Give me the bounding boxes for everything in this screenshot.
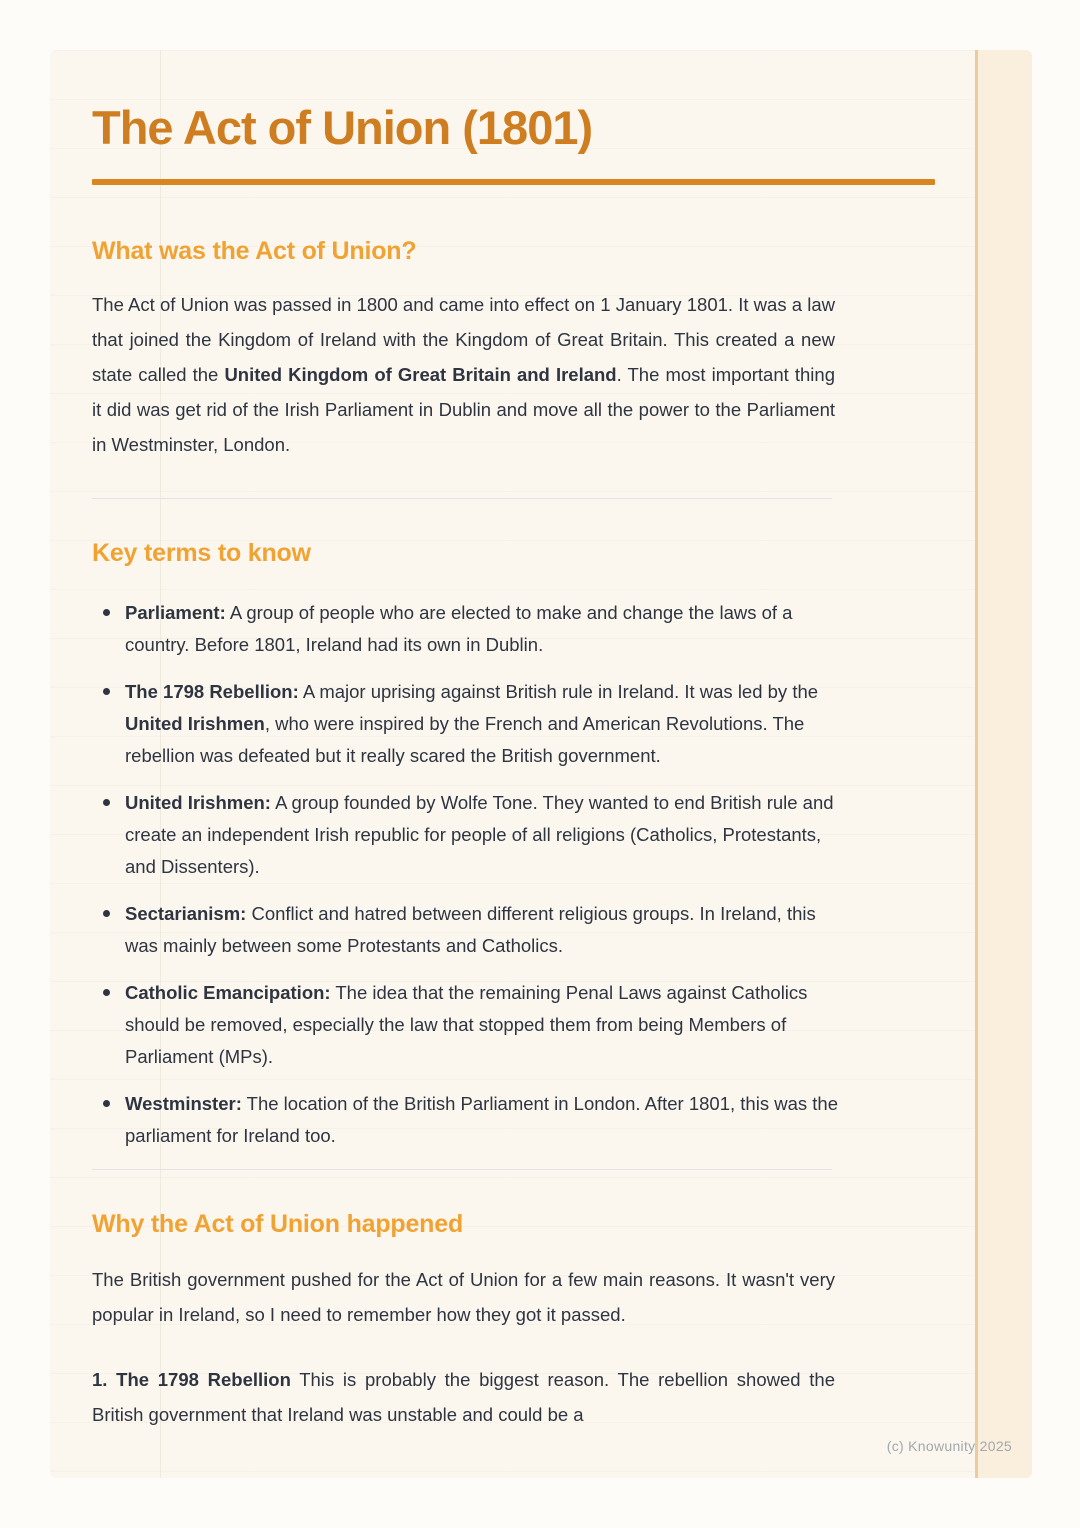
section-divider (92, 498, 832, 499)
key-term-item-catholic-emancipation: Catholic Emancipation: The idea that the remaining Penal Laws against Catholics should be removed, especially the law that stopped them from being Members of Parliament (MPs). (92, 977, 847, 1073)
section-divider (92, 1169, 832, 1170)
key-term-item-westminster: Westminster: The location of the British Parliament in London. After 1801, this was the parliament for Ireland too. (92, 1088, 847, 1152)
paper-margin-strip (975, 50, 1032, 1478)
title-underline (92, 179, 935, 185)
watermark: (c) Knowunity 2025 (886, 1438, 1012, 1454)
section-heading-what: What was the Act of Union? (92, 237, 417, 265)
key-term-item-parliament: Parliament: A group of people who are elected to make and change the laws of a country. Before 1801, Ireland had its own in Dublin. (92, 597, 847, 661)
key-terms-list (92, 597, 847, 1152)
intro-paragraph: The Act of Union was passed in 1800 and came into effect on 1 January 1801. It was a law that joined the Kingdom of Ireland with the Kingdom of Great Britain. This created a new state called the United Kingdom of Great Britain and Ireland. The most important thing it did was get rid of the Irish Parliament in Dublin and move all the power to the Parliament in Westminster, London. (92, 294, 835, 455)
key-term-item-1798-rebellion: The 1798 Rebellion: A major uprising against British rule in Ireland. It was led by the United Irishmen, who were inspired by the French and American Revolutions. The rebellion was defeated but it really scared the British government. (92, 676, 847, 772)
page-title: The Act of Union (1801) (92, 101, 593, 154)
section-heading-key-terms: Key terms to know (92, 539, 311, 567)
section-heading-why: Why the Act of Union happened (92, 1210, 464, 1238)
key-term-item-united-irishmen: United Irishmen: A group founded by Wolfe Tone. They wanted to end British rule and create an independent Irish republic for people of all religions (Catholics, Protestants, and Dissenters). (92, 787, 847, 883)
document-content (92, 103, 972, 1432)
why-paragraph: The British government pushed for the Act of Union for a few main reasons. It wasn't very popular in Ireland, so I need to remember how they got it passed. (92, 1269, 835, 1325)
key-term-item-sectarianism: Sectarianism: Conflict and hatred between different religious groups. In Ireland, this was mainly between some Protestants and Catholics. (92, 898, 847, 962)
document-card (50, 50, 1032, 1478)
reason-paragraph: 1. The 1798 Rebellion This is probably the biggest reason. The rebellion showed the British government that Ireland was unstable and could be a (92, 1369, 835, 1425)
